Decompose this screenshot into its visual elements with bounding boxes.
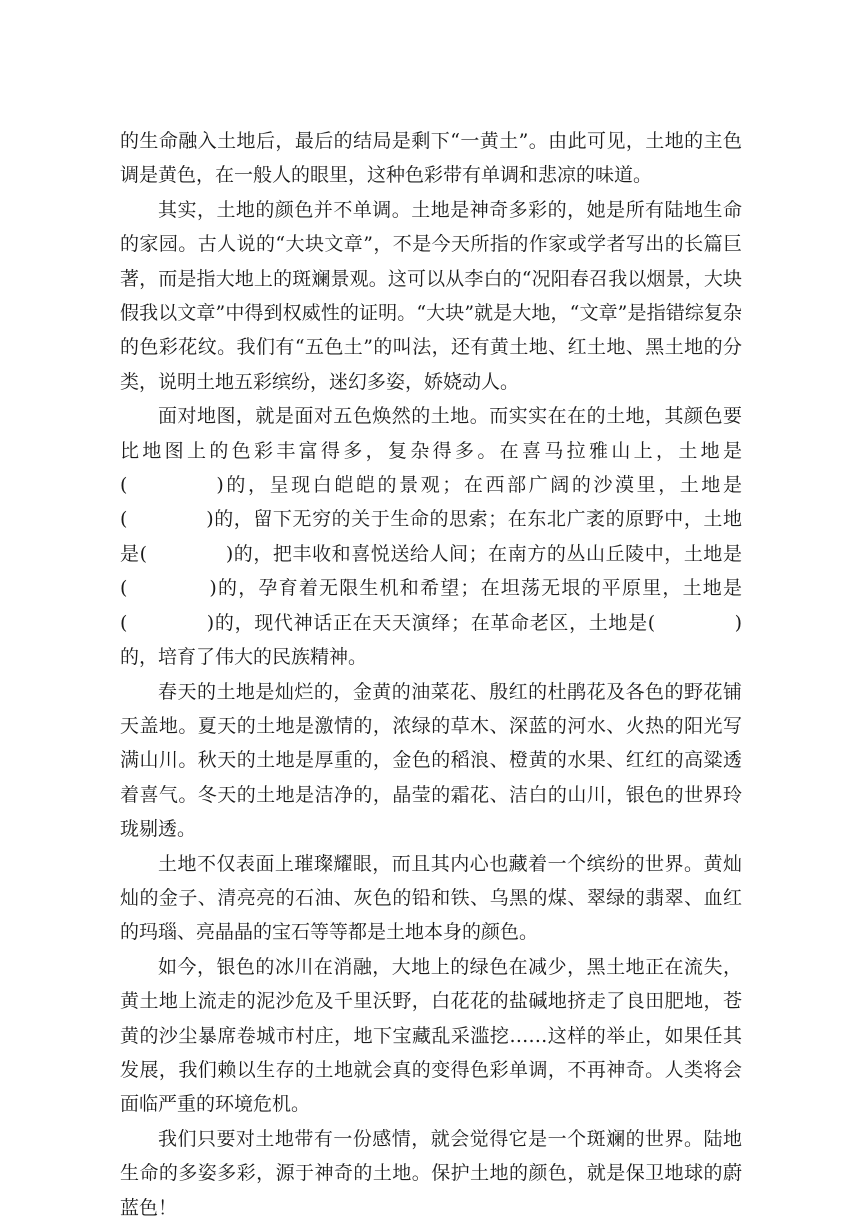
paragraph-land-colors: 其实，土地的颜色并不单调。土地是神奇多彩的，她是所有陆地生命的家园。古人说的“大块文章”，不是今天所指的作家或学者写出的长篇巨著，而是指大地上的斑斓景观。这可以从李白的“况阳春召我以烟景，大块假我以文章”中得到权威性的证明。“大块”就是大地，“文章”是指错综复杂的色彩花纹。我们有“五色土”的叫法，还有黄土地、红土地、黑土地的分类，说明土地五彩缤纷，迷幻多姿，娇娆动人。 xyxy=(120,198,742,393)
paragraph-conclusion: 我们只要对土地带有一份感情，就会觉得它是一个斑斓的世界。陆地生命的多姿多彩，源于神奇的土地。保护土地的颜色，就是保卫地球的蔚蓝色！ xyxy=(120,1127,742,1219)
paragraph-minerals: 土地不仅表面上璀璨耀眼，而且其内心也藏着一个缤纷的世界。黄灿灿的金子、清亮亮的石油、灰色的铅和铁、乌黑的煤、翠绿的翡翠、血红的玛瑙、亮晶晶的宝石等等都是土地本身的颜色。 xyxy=(120,852,742,944)
paragraph-continued: 的生命融入土地后，最后的结局是剩下“一黄土”。由此可见，土地的主色调是黄色，在一般人的眼里，这种色彩带有单调和悲凉的味道。 xyxy=(120,130,742,187)
paragraph-crisis: 如今，银色的冰川在消融，大地上的绿色在减少，黑土地正在流失，黄土地上流走的泥沙危及千里沃野，白花花的盐碱地挤走了良田肥地，苍黄的沙尘暴席卷城市村庄，地下宝藏乱采滥挖……这样的举止，如果任其发展，我们赖以生存的土地就会真的变得色彩单调，不再神奇。人类将会面临严重的环境危机。 xyxy=(120,955,742,1116)
paragraph-fill-in-blanks: 面对地图，就是面对五色焕然的土地。而实实在在的土地，其颜色要比地图上的色彩丰富得多，复杂得多。在喜马拉雅山上，土地是( )的，呈现白皑皑的景观；在西部广阔的沙漠里，土地是( )的，留下无穷的关于生命的思索；在东北广袤的原野中，土地是( )的，把丰收和喜悦送给人间；在南方的丛山丘陵中，土地是( )的，孕育着无限生机和希望；在坦荡无垠的平原里，土地是( )的，现代神话正在天天演绎；在革命老区，土地是( )的，培育了伟大的民族精神。 xyxy=(120,405,742,669)
paragraph-seasons: 春天的土地是灿烂的，金黄的油菜花、殷红的杜鹃花及各色的野花铺天盖地。夏天的土地是激情的，浓绿的草木、深蓝的河水、火热的阳光写满山川。秋天的土地是厚重的，金色的稻浪、橙黄的水果、红红的高粱透着喜气。冬天的土地是洁净的，晶莹的霜花、洁白的山川，银色的世界玲珑剔透。 xyxy=(120,680,742,841)
article-body xyxy=(120,124,742,1225)
